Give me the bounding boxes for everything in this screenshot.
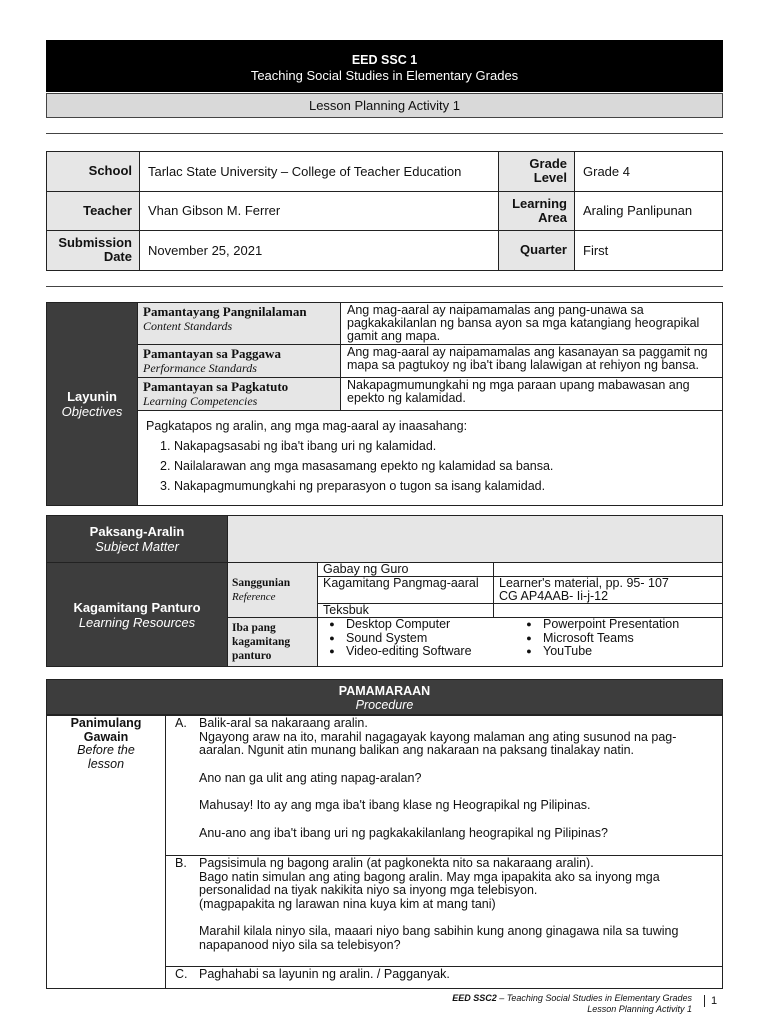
step-letter: A.	[175, 716, 187, 730]
row-subtitle: Content Standards	[143, 319, 233, 333]
list-number: 1.	[160, 439, 171, 453]
list-item	[146, 439, 714, 453]
objectives-list	[138, 411, 723, 506]
learning-competencies-text: Nakapagmumungkahi ng mga paraan upang mabawasan ang epekto ng kalamidad.	[341, 378, 723, 411]
footer-course: EED SSC2 – Teaching Social Studies in Elementary Grades	[452, 993, 692, 1003]
other-materials-list	[318, 618, 723, 667]
learning-area-label: Learning Area	[499, 191, 575, 231]
row-subtitle: Performance Standards	[143, 361, 257, 375]
activity-title: Lesson Planning Activity 1	[46, 93, 723, 118]
footer-activity: Lesson Planning Activity 1	[587, 1004, 692, 1014]
step-heading: Balik-aral sa nakaraang aralin.	[199, 716, 368, 730]
before-lesson-label	[47, 716, 166, 989]
bullet-icon: ●	[329, 646, 335, 656]
document-header	[46, 40, 723, 92]
resources-title: Kagamitang Panturo	[73, 599, 201, 615]
grade-value: Grade 4	[575, 152, 723, 192]
row-subtitle: Learning Competencies	[143, 394, 258, 408]
learning-area-value: Araling Panlipunan	[575, 191, 723, 231]
subject-matter-table	[46, 515, 723, 667]
list-text: Nailalarawan ang mga masasamang epekto ng kalamidad sa bansa.	[174, 459, 554, 473]
bullet-icon: ●	[526, 646, 532, 656]
bullet-icon: ●	[329, 619, 335, 629]
course-title: Teaching Social Studies in Elementary Grades	[250, 68, 519, 83]
step-letter: B.	[175, 856, 187, 870]
resources-subtitle: Learning Resources	[78, 614, 196, 630]
objectives-intro: Pagkatapos ng aralin, ang mga mag-aaral ay inaasahang:	[146, 419, 468, 433]
page-footer	[452, 993, 692, 1015]
objectives-table	[46, 302, 723, 506]
content-standards-heading	[138, 303, 341, 345]
step-paragraph: (magpapakita ng larawan nina kuya kim at mang tani)	[199, 896, 496, 911]
page-number	[704, 995, 717, 1007]
other-materials-title: Iba pang kagamitang panturo	[232, 622, 291, 662]
step-a	[166, 716, 723, 856]
info-table	[46, 151, 723, 271]
step-c	[166, 967, 723, 989]
footer-course-code: EED SSC2	[452, 993, 497, 1003]
ref-magaaral-value	[494, 577, 723, 604]
material-item: Microsoft Teams	[543, 630, 634, 645]
row-title: Pamantayan sa Paggawa	[143, 346, 281, 361]
ref-learners-material: Learner's material, pp. 95- 107	[499, 576, 669, 590]
step-paragraph: Ngayong araw na ito, marahil nagagayak kayong malaman ang ating susunod na pag-aaralan. Ngunit atin munang balikan ang nakaraan na paksang tinalakay natin.	[199, 729, 677, 757]
quarter-value: First	[575, 231, 723, 271]
objectives-title: Layunin	[67, 389, 117, 404]
performance-standards-text: Ang mag-aaral ay naipamamalas ang kasanayan sa paggamit ng mapa sa pagtukoy ng iba't ibang lalawigan at rehiyon ng bansa.	[341, 345, 723, 378]
subject-matter-label	[47, 516, 228, 563]
step-paragraph: Marahil kilala ninyo sila, maaari niyo bang sabihin kung anong ginagawa nila sa tuwing napapanood niyo sila sa telebisyon?	[199, 924, 679, 952]
material-item: YouTube	[543, 644, 593, 658]
school-label: School	[47, 152, 140, 192]
before-lesson-title: Panimulang Gawain	[70, 716, 142, 744]
step-heading: Pagsisimula ng bagong aralin (at pagkonekta nito sa nakaraang aralin).	[199, 856, 594, 870]
subject-title: Paksang-Aralin	[89, 524, 185, 539]
teacher-value: Vhan Gibson M. Ferrer	[140, 191, 499, 231]
performance-standards-heading	[138, 345, 341, 378]
material-item: Video-editing Software	[346, 644, 472, 658]
submission-date-value: November 25, 2021	[140, 231, 499, 271]
reference-label	[228, 563, 318, 618]
other-materials-label	[228, 618, 318, 667]
step-paragraph: Bago natin simulan ang ating bagong aralin. May mga ipapakita ako sa inyong mga personalidad na tiyak nakikita niyo sa inyong mga telebisyon.	[199, 869, 660, 897]
reference-title: Sanggunian	[232, 577, 291, 589]
procedure-table	[46, 715, 723, 989]
material-item: Powerpoint Presentation	[543, 617, 680, 631]
learning-resources-label	[47, 563, 228, 667]
list-item	[146, 479, 714, 493]
list-item	[318, 645, 515, 659]
step-letter: C.	[175, 967, 188, 981]
ref-teksbuk-value	[494, 604, 723, 618]
step-heading: Paghahabi sa layunin ng aralin. / Pagganyak.	[199, 967, 450, 981]
step-b	[166, 856, 723, 967]
divider	[46, 286, 723, 287]
ref-guro: Gabay ng Guro	[318, 563, 494, 577]
list-text: Nakapagsasabi ng iba't ibang uri ng kalamidad.	[174, 439, 437, 453]
bullet-icon: ●	[526, 632, 532, 643]
list-text: Nakapagmumungkahi ng preparasyon o tugon sa isang kalamidad.	[174, 479, 546, 493]
grade-label: Grade Level	[499, 152, 575, 192]
procedure-subtitle: Procedure	[355, 698, 414, 712]
list-item	[515, 632, 679, 646]
step-paragraph: Anu-ano ang iba't ibang uri ng pagkakakilanlang heograpikal ng Pilipinas?	[199, 825, 608, 840]
divider	[704, 995, 705, 1007]
list-item	[515, 645, 679, 659]
list-item	[318, 632, 515, 646]
divider	[46, 133, 723, 134]
subject-matter-value	[228, 516, 723, 563]
ref-teksbuk: Teksbuk	[318, 604, 494, 618]
bullet-icon: ●	[329, 632, 335, 643]
ref-guro-value	[494, 563, 723, 577]
procedure-header	[46, 679, 723, 715]
list-number: 3.	[160, 479, 171, 493]
learning-competencies-heading	[138, 378, 341, 411]
step-paragraph: Mahusay! Ito ay ang mga iba't ibang klase ng Heograpikal ng Pilipinas.	[199, 798, 591, 812]
list-number: 2.	[160, 459, 171, 473]
row-title: Pamantayang Pangnilalaman	[143, 304, 307, 319]
course-code: EED SSC 1	[351, 53, 418, 67]
list-item	[146, 459, 714, 473]
teacher-label: Teacher	[47, 191, 140, 231]
reference-subtitle: Reference	[232, 591, 276, 603]
row-title: Pamantayan sa Pagkatuto	[143, 379, 289, 394]
ref-cg-code: CG AP4AAB- Ii-j-12	[499, 589, 609, 603]
list-item	[515, 618, 679, 632]
objectives-subtitle: Objectives	[61, 404, 123, 419]
ref-magaaral: Kagamitang Pangmag-aaral	[318, 577, 494, 604]
objectives-side-label	[47, 303, 138, 506]
before-lesson-subtitle: Before the lesson	[77, 743, 135, 771]
subject-subtitle: Subject Matter	[95, 539, 179, 554]
material-item: Sound System	[346, 630, 428, 645]
page-number-value: 1	[711, 995, 718, 1007]
material-item: Desktop Computer	[346, 617, 451, 631]
step-paragraph: Ano nan ga ulit ang ating napag-aralan?	[199, 770, 422, 785]
submission-date-label: Submission Date	[47, 231, 140, 271]
content-standards-text: Ang mag-aaral ay naipamamalas ang pang-unawa sa pagkakakilanlan ng bansa ayon sa mga katangiang heograpikal gamit ang mapa.	[341, 303, 723, 345]
list-item	[318, 618, 515, 632]
quarter-label: Quarter	[499, 231, 575, 271]
procedure-title: PAMAMARAAN	[338, 684, 431, 698]
school-value: Tarlac State University – College of Teacher Education	[140, 152, 499, 192]
bullet-icon: ●	[526, 619, 532, 629]
